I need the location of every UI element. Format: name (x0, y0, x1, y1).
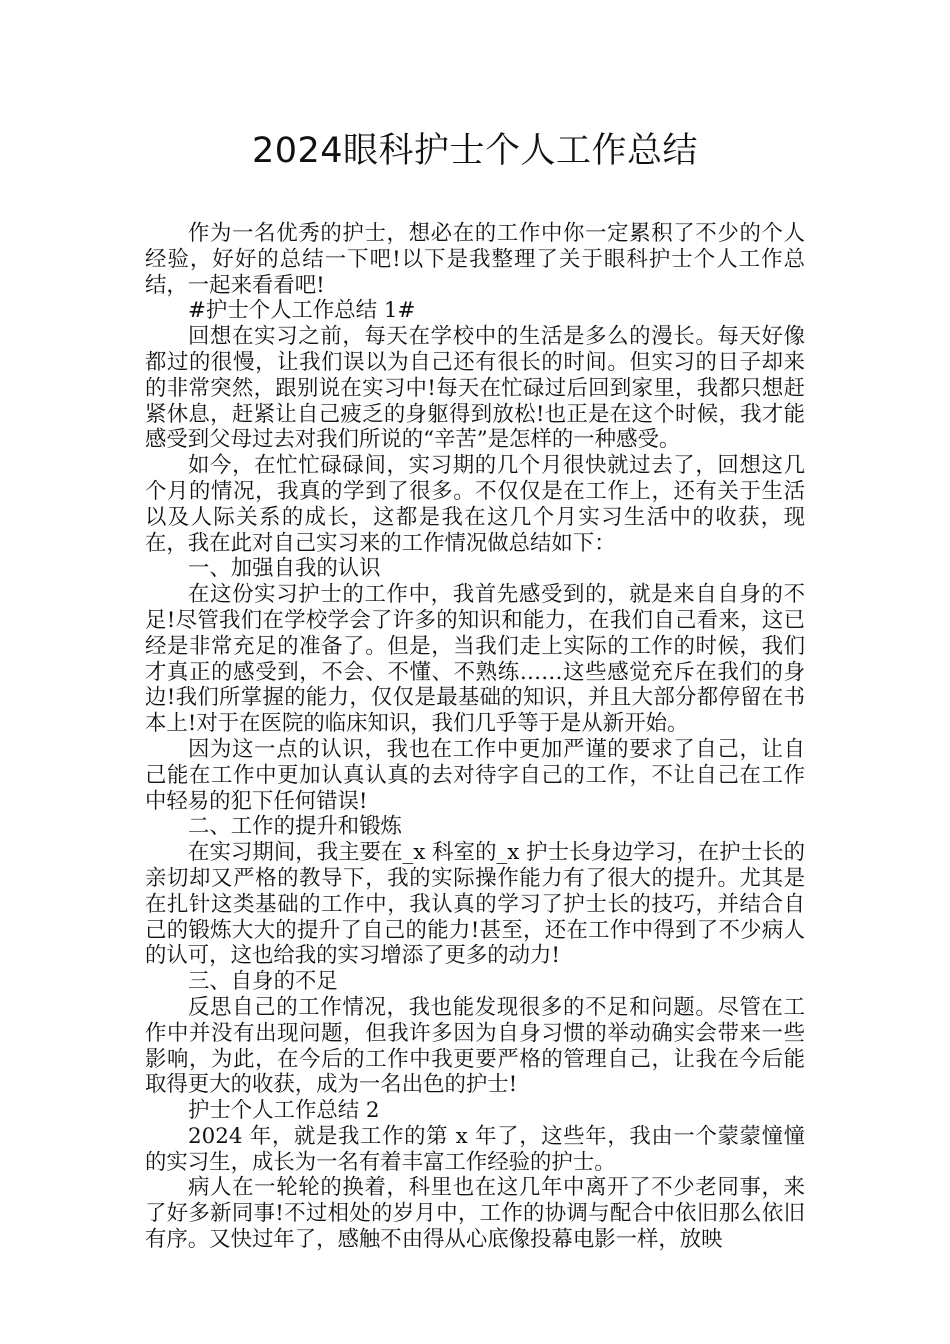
section-heading-summary-1: #护士个人工作总结 1# (188, 298, 416, 324)
body-paragraph: 在实习期间，我主要在_x 科室的_x 护士长身边学习，在护士长的亲切却又严格的教导下，我的实际操作能力有了很大的提升。尤其是在扎针这类基础的工作中，我认真的学习了护士长的技巧，并结合自己的锻炼大大的提升了自己的能力!甚至，还在工作中得到了不少病人的认可，这也给我的实习增添了更多的动力! (145, 840, 805, 969)
section-heading-summary-2: 护士个人工作总结 2 (188, 1098, 380, 1124)
body-paragraph: 在这份实习护士的工作中，我首先感受到的，就是来自自身的不足!尽管我们在学校学会了许多的知识和能力，在我们自己看来，这已经是非常充足的准备了。但是，当我们走上实际的工作的时候，我们才真正的感受到，不会、不懂、不熟练……这些感觉充斥在我们的身边!我们所掌握的能力，仅仅是最基础的知识，并且大部分都停留在书本上!对于在医院的临床知识，我们几乎等于是从新开始。 (145, 582, 805, 737)
body-paragraph: 病人在一轮轮的换着，科里也在这几年中离开了不少老同事，来了好多新同事!不过相处的岁月中，工作的协调与配合中依旧那么依旧有序。又快过年了，感触不由得从心底像投幕电影一样，放映 (145, 1175, 805, 1253)
subheading-work-improvement: 二、工作的提升和锻炼 (188, 814, 402, 840)
document-body (145, 221, 805, 1253)
intro-paragraph: 作为一名优秀的护士，想必在的工作中你一定累积了不少的个人经验，好好的总结一下吧!以下是我整理了关于眼科护士个人工作总结，一起来看看吧! (145, 221, 805, 298)
body-paragraph: 如今，在忙忙碌碌间，实习期的几个月很快就过去了，回想这几个月的情况，我真的学到了很多。不仅仅是在工作上，还有关于生活以及人际关系的成长，这都是我在这几个月实习生活中的收获，现在，我在此对自己实习来的工作情况做总结如下： (145, 453, 805, 556)
body-paragraph: 回想在实习之前，每天在学校中的生活是多么的漫长。每天好像都过的很慢，让我们误以为自己还有很长的时间。但实习的日子却来的非常突然，跟别说在实习中!每天在忙碌过后回到家里，我都只想赶紧休息，赶紧让自己疲乏的身躯得到放松!也正是在这个时候，我才能感受到父母过去对我们所说的“辛苦”是怎样的一种感受。 (145, 324, 805, 453)
body-paragraph: 因为这一点的认识，我也在工作中更加严谨的要求了自己，让自己能在工作中更加认真认真的去对待字自己的工作，不让自己在工作中轻易的犯下任何错误! (145, 736, 805, 814)
document-title: 2024眼科护士个人工作总结 (251, 131, 699, 171)
subheading-self-awareness: 一、加强自我的认识 (188, 556, 381, 582)
subheading-shortcomings: 三、自身的不足 (188, 969, 338, 995)
body-paragraph: 2024 年，就是我工作的第 x 年了，这些年，我由一个蒙蒙憧憧的实习生，成长为一名有着丰富工作经验的护士。 (145, 1123, 805, 1175)
body-paragraph: 反思自己的工作情况，我也能发现很多的不足和问题。尽管在工作中并没有出现问题，但我许多因为自身习惯的举动确实会带来一些影响，为此，在今后的工作中我更要严格的管理自己，让我在今后能取得更大的收获，成为一名出色的护士! (145, 994, 805, 1098)
